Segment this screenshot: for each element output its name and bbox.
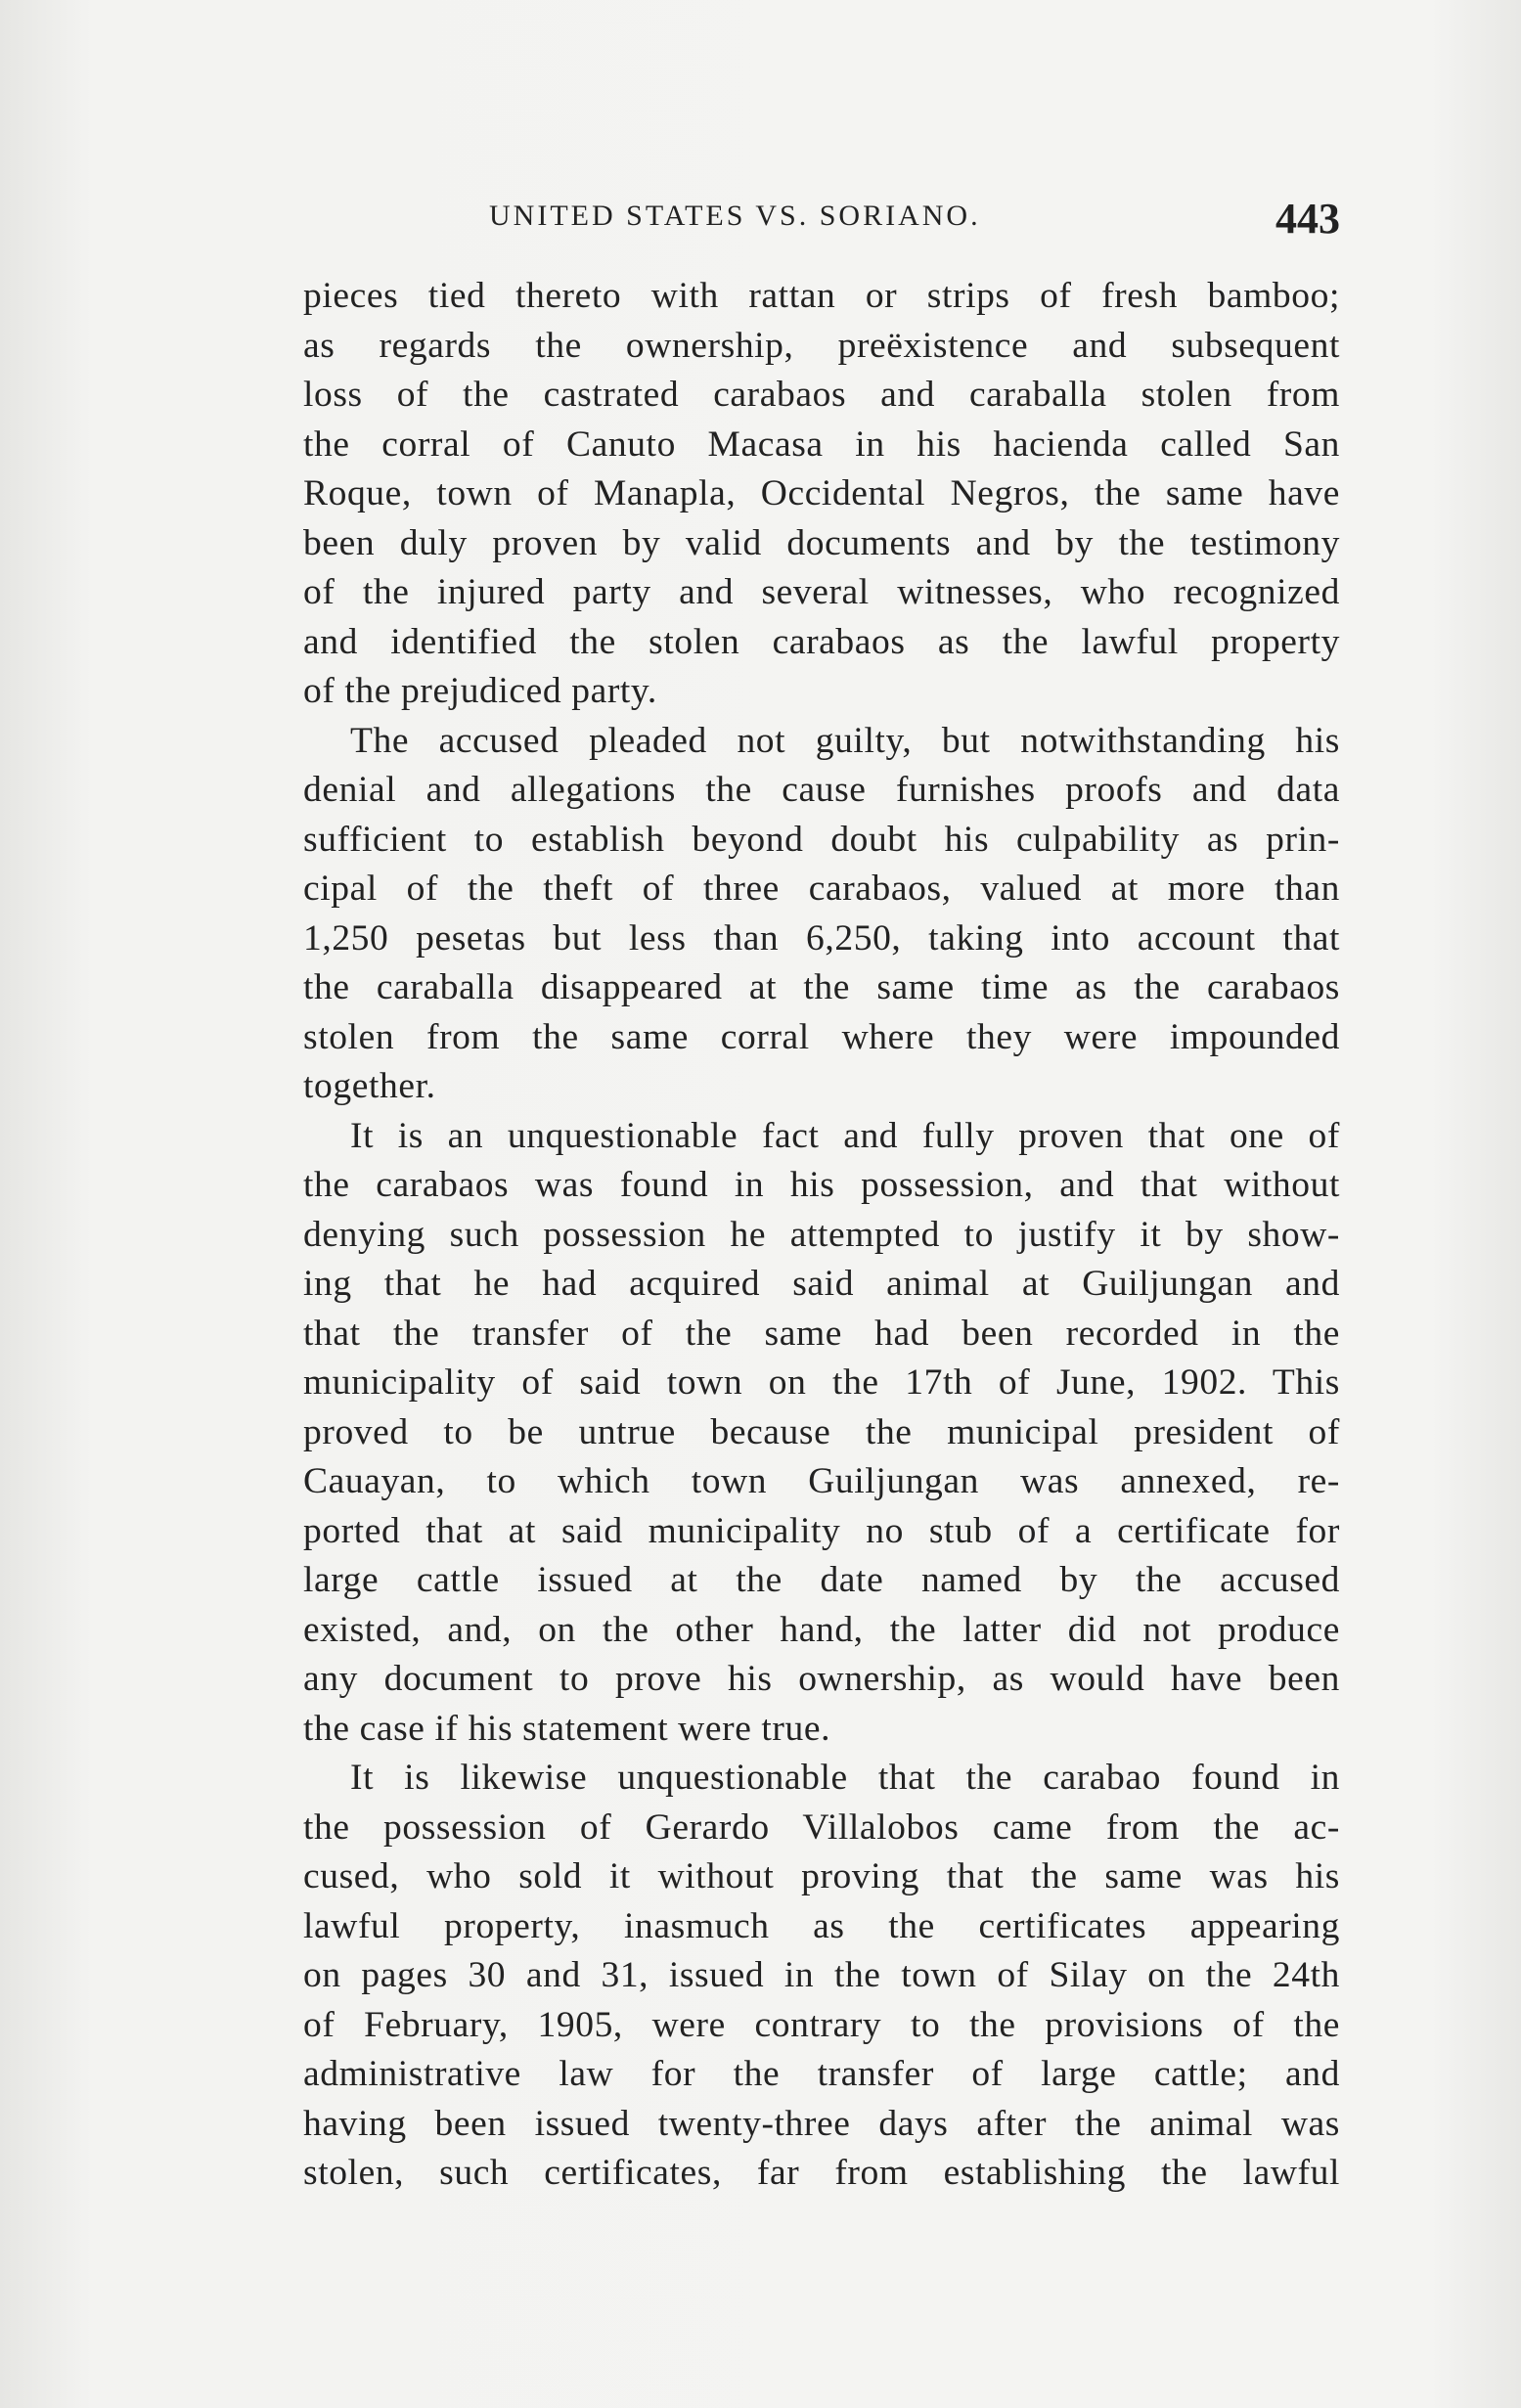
text-line: that the transfer of the same had been recorded in the — [303, 1313, 1340, 1354]
body-text — [303, 272, 1340, 2199]
text-line: the carabaos was found in his possession, and that without — [303, 1165, 1340, 1205]
text-line: stolen from the same corral where they were impounded — [303, 1016, 1340, 1057]
text-line: of the injured party and several witnesses, who recognized — [303, 572, 1340, 612]
text-line: denying such possession he attempted to justify it by show- — [303, 1214, 1340, 1255]
text-line: any document to prove his ownership, as would have been — [303, 1659, 1340, 1699]
text-line: pieces tied thereto with rattan or strips of fresh bamboo; — [303, 276, 1340, 316]
text-line: ing that he had acquired said animal at Guiljungan and — [303, 1264, 1340, 1304]
text-line: existed, and, on the other hand, the latter did not produce — [303, 1609, 1340, 1650]
text-line: large cattle issued at the date named by the accused — [303, 1560, 1340, 1600]
text-line: as regards the ownership, preëxistence and subsequent — [303, 325, 1340, 366]
text-line: and identified the stolen carabaos as the lawful property — [303, 621, 1340, 662]
page-header — [303, 194, 1340, 252]
text-line: It is an unquestionable fact and fully proven that one of — [350, 1115, 1340, 1156]
text-line: together. — [303, 1066, 436, 1106]
text-line: lawful property, inasmuch as the certificates appearing — [303, 1905, 1340, 1946]
text-line: municipality of said town on the 17th of June, 1902. This — [303, 1362, 1340, 1403]
text-line: Cauayan, to which town Guiljungan was annexed, re- — [303, 1461, 1340, 1501]
text-line: of the prejudiced party. — [303, 671, 657, 711]
text-line: the caraballa disappeared at the same time as the carabaos — [303, 967, 1340, 1007]
text-line: the case if his statement were true. — [303, 1708, 831, 1749]
text-line: denial and allegations the cause furnishes proofs and data — [303, 770, 1340, 810]
text-line: 1,250 pesetas but less than 6,250, taking into account that — [303, 917, 1340, 959]
text-line: on pages 30 and 31, issued in the town of Silay on the 24th — [303, 1955, 1340, 1995]
text-line: cused, who sold it without proving that the same was his — [303, 1856, 1340, 1896]
text-line: loss of the castrated carabaos and caraballa stolen from — [303, 375, 1340, 415]
text-line: The accused pleaded not guilty, but notwithstanding his — [350, 720, 1340, 761]
text-line: having been issued twenty-three days after the animal was — [303, 2103, 1340, 2144]
text-line: the corral of Canuto Macasa in his hacienda called San — [303, 424, 1340, 465]
text-line: administrative law for the transfer of large cattle; and — [303, 2054, 1340, 2094]
text-line: sufficient to establish beyond doubt his culpability as prin- — [303, 819, 1340, 860]
text-line: ported that at said municipality no stub of a certificate for — [303, 1510, 1340, 1551]
text-line: proved to be untrue because the municipal president of — [303, 1411, 1340, 1452]
text-line: been duly proven by valid documents and by the testimony — [303, 522, 1340, 563]
text-line: of February, 1905, were contrary to the provisions of the — [303, 2004, 1340, 2045]
running-head: UNITED STATES VS. SORIANO. — [489, 200, 981, 232]
text-line: Roque, town of Manapla, Occidental Negros, the same have — [303, 473, 1340, 513]
page-number: 443 — [1275, 195, 1340, 243]
text-line: stolen, such certificates, far from establishing the lawful — [303, 2153, 1340, 2193]
text-line: cipal of the theft of three carabaos, valued at more than — [303, 869, 1340, 909]
text-line: the possession of Gerardo Villalobos came from the ac- — [303, 1806, 1340, 1848]
text-line: It is likewise unquestionable that the carabao found in — [350, 1758, 1340, 1798]
